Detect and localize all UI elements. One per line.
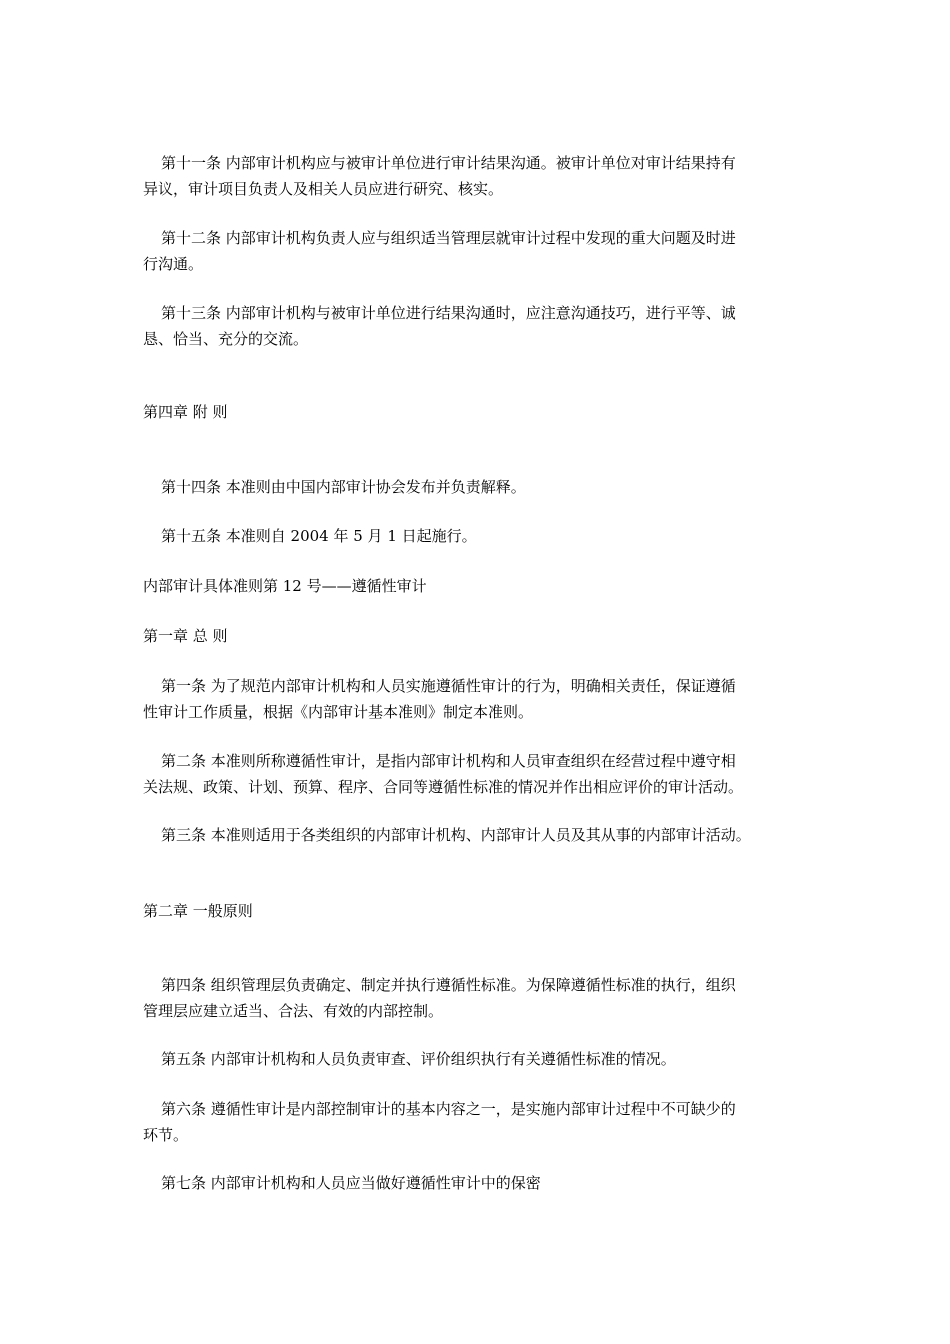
article-6	[143, 1096, 813, 1148]
article-7-line-1: 第七条 内部审计机构和人员应当做好遵循性审计中的保密	[161, 1174, 541, 1192]
article-11-line-1: 第十一条 内部审计机构应与被审计单位进行审计结果沟通。被审计单位对审计结果持有	[161, 154, 736, 172]
article-14-line-1: 第十四条 本准则由中国内部审计协会发布并负责解释。	[161, 478, 526, 496]
standard-title: 内部审计具体准则第 12 号——遵循性审计	[143, 577, 427, 595]
article-11	[143, 150, 813, 202]
article-2-line-1: 第二条 本准则所称遵循性审计，是指内部审计机构和人员审查组织在经营过程中遵守相	[161, 752, 736, 770]
article-3-line-1: 第三条 本准则适用于各类组织的内部审计机构、内部审计人员及其从事的内部审计活动。	[161, 826, 751, 844]
article-1	[143, 673, 813, 725]
article-7	[143, 1170, 813, 1196]
chapter-2-heading: 第二章 一般原则	[143, 902, 253, 920]
article-6-line-2: 环节。	[143, 1126, 189, 1144]
article-2	[143, 748, 813, 800]
chapter-4-heading: 第四章 附 则	[143, 403, 228, 421]
article-12-line-1: 第十二条 内部审计机构负责人应与组织适当管理层就审计过程中发现的重大问题及时进	[161, 229, 736, 247]
article-13-line-1: 第十三条 内部审计机构与被审计单位进行结果沟通时，应注意沟通技巧，进行平等、诚	[161, 304, 736, 322]
article-1-line-2: 性审计工作质量，根据《内部审计基本准则》制定本准则。	[143, 703, 534, 721]
article-11-line-2: 异议，审计项目负责人及相关人员应进行研究、核实。	[143, 180, 504, 198]
article-2-line-2: 关法规、政策、计划、预算、程序、合同等遵循性标准的情况并作出相应评价的审计活动。	[143, 778, 744, 796]
article-4-line-1: 第四条 组织管理层负责确定、制定并执行遵循性标准。为保障遵循性标准的执行，组织	[161, 976, 736, 994]
article-3	[143, 822, 813, 848]
article-5-line-1: 第五条 内部审计机构和人员负责审查、评价组织执行有关遵循性标准的情况。	[161, 1050, 676, 1068]
article-14	[143, 474, 813, 500]
article-15	[143, 523, 813, 549]
article-15-line-1: 第十五条 本准则自 2004 年 5 月 1 日起施行。	[161, 527, 477, 545]
article-5	[143, 1046, 813, 1072]
article-13	[143, 300, 813, 352]
article-6-line-1: 第六条 遵循性审计是内部控制审计的基本内容之一，是实施内部审计过程中不可缺少的	[161, 1100, 736, 1118]
article-4	[143, 972, 813, 1024]
article-13-line-2: 恳、恰当、充分的交流。	[143, 330, 309, 348]
article-1-line-1: 第一条 为了规范内部审计机构和人员实施遵循性审计的行为，明确相关责任，保证遵循	[161, 677, 736, 695]
article-12-line-2: 行沟通。	[143, 255, 204, 273]
article-4-line-2: 管理层应建立适当、合法、有效的内部控制。	[143, 1002, 444, 1020]
chapter-1-heading: 第一章 总 则	[143, 627, 228, 645]
article-12	[143, 225, 813, 277]
document-page	[143, 0, 813, 1344]
